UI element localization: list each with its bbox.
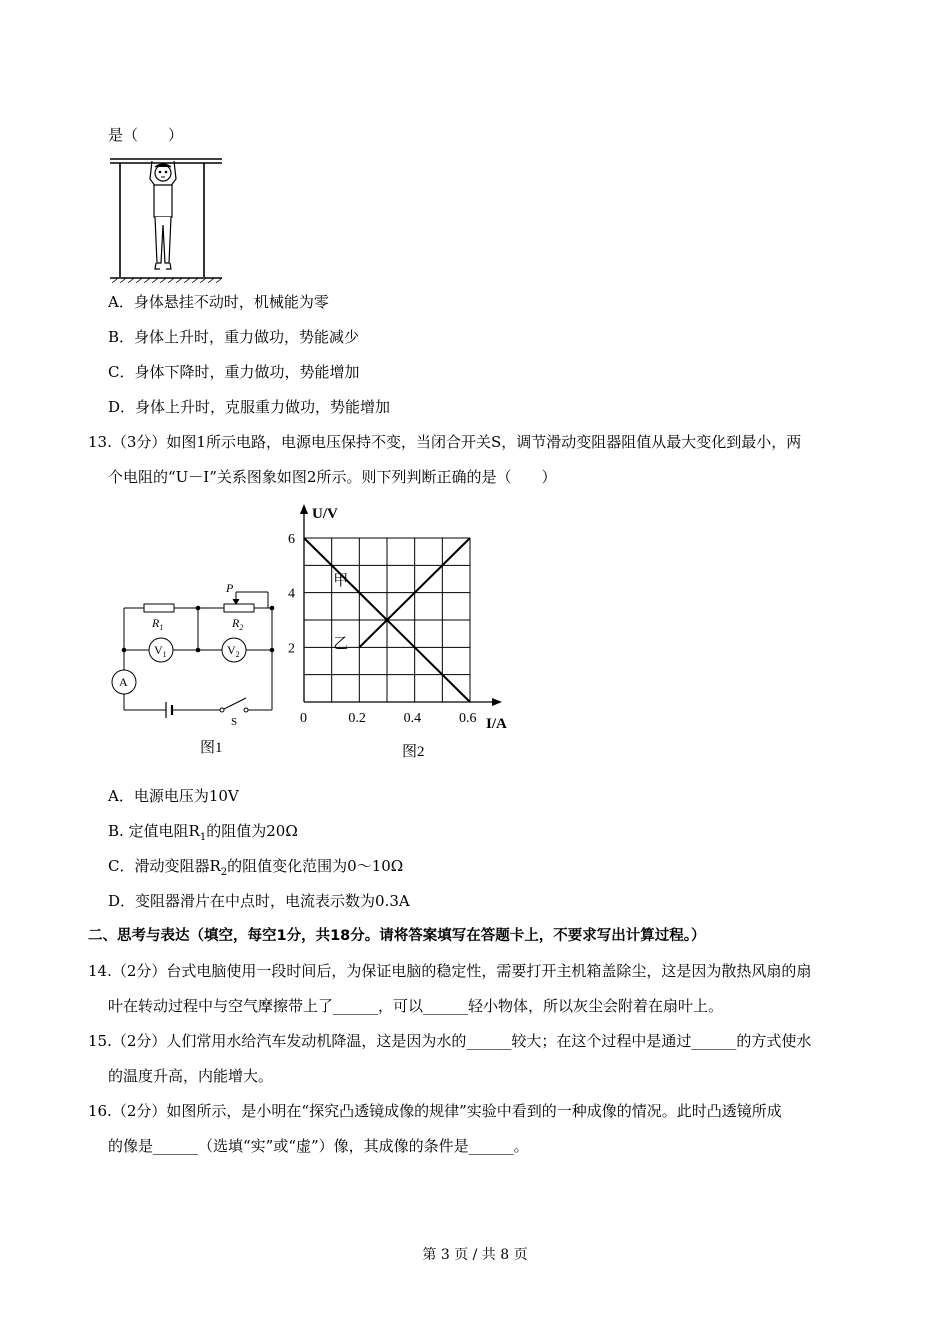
- q13-option-b-post: 的阻值为20Ω: [206, 822, 298, 840]
- q13-option-b-pre: B. 定值电阻R: [108, 822, 200, 840]
- x-tick-label: 0.6: [459, 711, 477, 726]
- y-tick-label: 4: [288, 586, 295, 602]
- q13-stem-line2: 个电阻的“U－I”关系图象如图2所示。则下列判断正确的是（ ）: [108, 468, 557, 486]
- pullup-figure: [108, 155, 224, 283]
- svg-text:V2: [227, 643, 240, 659]
- q13-option-c: [108, 856, 403, 883]
- series-label-2: 乙: [333, 635, 349, 652]
- circuit-diagram: [100, 580, 290, 770]
- q13-option-b-sub: 1: [199, 832, 207, 843]
- y-axis-arrow: [300, 504, 308, 514]
- q15-line2: 的温度升高，内能增大。: [108, 1067, 274, 1085]
- q12-option-d: D．身体上升时，克服重力做功，势能增加: [108, 398, 391, 416]
- q14-line1: 14.（2分）台式电脑使用一段时间后，为保证电脑的稳定性，需要打开主机箱盖除尘，这是因为散热风扇的扇: [88, 962, 812, 980]
- chart-caption: 图2: [402, 744, 425, 760]
- q13-option-b: [108, 821, 298, 848]
- svg-text:R1: [151, 616, 163, 632]
- resistor-r1: [144, 604, 174, 612]
- x-tick-label: 0.4: [403, 711, 422, 726]
- q12-option-a: A．身体悬挂不动时，机械能为零: [108, 293, 329, 311]
- label-v2-sub: 2: [235, 650, 240, 659]
- x-tick-label: 0: [300, 711, 307, 726]
- label-r2-sub: 2: [239, 623, 244, 632]
- x-axis-label: I/A: [486, 716, 507, 732]
- label-a: A: [119, 675, 128, 689]
- svg-text:V1: [154, 643, 167, 659]
- label-r1-sub: 1: [159, 623, 164, 632]
- q12-option-b: B．身体上升时，重力做功，势能减少: [108, 328, 360, 346]
- y-axis-label: U/V: [312, 506, 338, 522]
- label-v2: V: [227, 643, 236, 657]
- label-v1: V: [154, 643, 163, 657]
- label-r2: R: [232, 616, 240, 630]
- q16-line1: 16.（2分）如图所示，是小明在“探究凸透镜成像的规律”实验中看到的一种成像的情况。此时凸透镜所成: [88, 1102, 782, 1120]
- q15-line1: 15.（2分）人们常用水给汽车发动机降温，这是因为水的______较大；在这个过程中是通过______的方式使水: [88, 1032, 812, 1050]
- y-tick-label: 6: [288, 532, 295, 547]
- ui-chart: [280, 500, 520, 770]
- q12-stem-tail: 是（ ）: [108, 126, 184, 144]
- q14-line2: 叶在转动过程中与空气摩擦带上了______，可以______轻小物体，所以灰尘会附着在扇叶上。: [108, 997, 724, 1015]
- page-footer: 第 3 页 / 共 8 页: [422, 1247, 528, 1263]
- resistor-r2: [224, 604, 254, 612]
- q13-option-d: D．变阻器滑片在中点时，电流表示数为0.3A: [108, 892, 410, 910]
- section2-heading: 二、思考与表达（填空，每空1分，共18分。请将答案填写在答题卡上，不要求写出计算过程。）: [88, 928, 706, 944]
- label-p: P: [226, 581, 234, 595]
- q13-stem-line1: 13.（3分）如图1所示电路，电源电压保持不变，当闭合开关S，调节滑动变阻器阻值从最大变化到最小，两: [88, 433, 802, 451]
- x-tick-label: 0.2: [348, 711, 366, 726]
- label-v1-sub: 1: [162, 650, 167, 659]
- q13-option-c-post: 的阻值变化范围为0～10Ω: [227, 857, 404, 875]
- series-label-1: 甲: [333, 573, 349, 589]
- q13-option-a: A．电源电压为10V: [108, 787, 239, 805]
- circuit-caption: 图1: [200, 740, 223, 756]
- label-s: S: [231, 716, 238, 728]
- svg-text:R2: [231, 616, 243, 632]
- label-r1: R: [152, 616, 160, 630]
- chart-labels: [288, 506, 507, 760]
- switch-s: [222, 698, 246, 710]
- y-tick-label: 2: [288, 641, 295, 657]
- q12-option-c: C．身体下降时，重力做功，势能增加: [108, 363, 360, 381]
- q13-option-c-sub: 2: [220, 867, 228, 878]
- q16-line2: 的像是______（选填“实”或“虚”）像，其成像的条件是______。: [108, 1137, 529, 1155]
- x-axis-arrow: [492, 698, 502, 706]
- q13-option-c-pre: C．滑动变阻器R: [108, 857, 221, 875]
